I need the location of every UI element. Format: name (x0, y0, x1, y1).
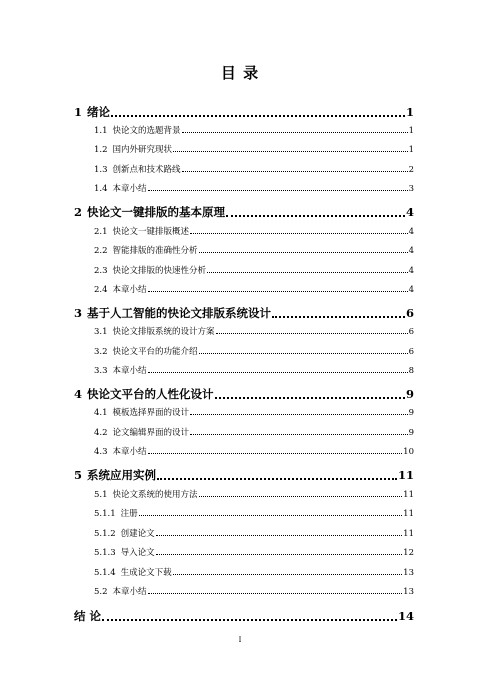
toc-entry-page: 11 (403, 509, 414, 519)
dot-leader (139, 515, 403, 516)
toc-entry-page: 6 (408, 347, 414, 357)
dot-leader (148, 372, 408, 373)
toc-entry-title: 快论文系统的使用方法 (112, 490, 198, 500)
toc-entry-number: 3.1 (94, 327, 108, 337)
toc-entry-title: 本章小结 (112, 366, 147, 376)
toc-entry-number: 5.1.2 (94, 529, 116, 539)
toc-entry[interactable] (94, 364, 414, 376)
toc-entry-number: 1.4 (94, 184, 108, 194)
toc-entry-title: 本章小结 (112, 184, 147, 194)
toc-entry-page: 6 (408, 327, 414, 337)
toc-entry-page: 11 (403, 529, 414, 539)
toc-entry[interactable] (74, 204, 414, 220)
toc-entry-number: 2.2 (94, 246, 108, 256)
toc-entry-page: 4 (408, 246, 414, 256)
toc-entry-title: 基于人工智能的快论文排版系统设计 (87, 306, 272, 320)
toc-entry[interactable] (94, 143, 414, 155)
toc-entry[interactable] (94, 264, 414, 276)
toc-entry-title: 本章小结 (112, 447, 147, 457)
toc-entry[interactable] (94, 507, 414, 519)
toc-entry[interactable] (74, 305, 414, 321)
toc-entry[interactable] (74, 386, 414, 402)
toc-entry-title: 绪论 (87, 105, 111, 119)
toc-entry-number: 1.3 (94, 165, 108, 175)
toc-entry-title: 结 论 (74, 609, 102, 623)
toc-entry[interactable] (74, 467, 414, 483)
toc-entry-number: 1.1 (94, 126, 108, 136)
toc-entry-title: 快论文一键排版概述 (112, 227, 190, 237)
toc-entry-number: 4.3 (94, 447, 108, 457)
dot-leader (190, 414, 408, 415)
toc-entry[interactable] (94, 345, 414, 357)
toc-entry-page: 12 (403, 548, 414, 558)
toc-entry-page: 1 (408, 145, 414, 155)
dot-leader (272, 316, 405, 318)
toc-entry[interactable] (94, 585, 414, 597)
toc-entry[interactable] (94, 445, 414, 457)
toc-entry[interactable] (94, 283, 414, 295)
toc-entry[interactable] (94, 163, 414, 175)
toc-entry-page: 6 (405, 306, 414, 320)
toc-entry-title: 本章小结 (112, 285, 147, 295)
toc-entry-page: 11 (397, 468, 414, 482)
toc-entry-page: 3 (408, 184, 414, 194)
toc-entry[interactable] (74, 608, 414, 624)
toc-entry[interactable] (94, 566, 414, 578)
toc-entry-title: 快论文平台的功能介绍 (112, 347, 198, 357)
toc-entry-page: 2 (408, 165, 414, 175)
dot-leader (226, 215, 405, 217)
toc-entry-page: 1 (408, 126, 414, 136)
toc-title: 目 录 (220, 64, 260, 82)
toc-entry-title: 创新点和技术路线 (112, 165, 181, 175)
toc-entry[interactable] (94, 488, 414, 500)
toc-entry-number: 2.4 (94, 285, 108, 295)
toc-entry-title: 快论文平台的人性化设计 (87, 387, 214, 401)
toc-entry-number: 2.3 (94, 266, 108, 276)
toc-entry-title: 系统应用实例 (87, 468, 157, 482)
toc-entry-number: 2 (74, 205, 83, 219)
toc-entry-number: 1.2 (94, 145, 108, 155)
toc-entry-page: 1 (405, 105, 414, 119)
page-number: I (238, 636, 242, 644)
dot-leader (111, 115, 405, 117)
toc-entry-title: 快论文排版系统的设计方案 (112, 327, 215, 337)
toc-entry-title: 快论文的选题背景 (112, 126, 181, 136)
toc-entry-page: 4 (408, 285, 414, 295)
toc-entry[interactable] (74, 104, 414, 120)
toc-entry[interactable] (94, 527, 414, 539)
toc-entry-title: 国内外研究现状 (112, 145, 173, 155)
toc-entry[interactable] (94, 546, 414, 558)
toc-entry-page: 9 (408, 408, 414, 418)
toc-entry-title: 快论文排版的快速性分析 (112, 266, 207, 276)
dot-leader (182, 171, 408, 172)
dot-leader (182, 132, 408, 133)
dot-leader (207, 272, 408, 273)
toc-entry-page: 9 (405, 387, 414, 401)
dot-leader (148, 453, 403, 454)
dot-leader (190, 233, 408, 234)
dot-leader (156, 535, 403, 536)
dot-leader (173, 574, 403, 575)
toc-entry-number: 4.2 (94, 428, 108, 438)
toc-entry-title: 模板选择界面的设计 (112, 408, 190, 418)
dot-leader (102, 619, 397, 621)
toc-entry-page: 13 (403, 587, 414, 597)
dot-leader (216, 333, 408, 334)
toc-entry-number: 5.2 (94, 587, 108, 597)
dot-leader (199, 353, 408, 354)
toc-entry-title: 导入论文 (120, 548, 155, 558)
toc-entry-title: 本章小结 (112, 587, 147, 597)
toc-entry-page: 11 (403, 490, 414, 500)
dot-leader (173, 151, 408, 152)
dot-leader (148, 593, 403, 594)
toc-entry-number: 4 (74, 387, 83, 401)
toc-entry-title: 论文编辑界面的设计 (112, 428, 190, 438)
dot-leader (148, 291, 408, 292)
toc-entry-page: 4 (408, 227, 414, 237)
dot-leader (190, 434, 408, 435)
toc-entry-number: 2.1 (94, 227, 108, 237)
toc-entry[interactable] (94, 244, 414, 256)
dot-leader (156, 554, 403, 555)
toc-entry-number: 5.1.1 (94, 509, 116, 519)
toc-entry-number: 5 (74, 468, 83, 482)
toc-entry-number: 1 (74, 105, 83, 119)
toc-entry-title: 注册 (120, 509, 138, 519)
toc-entry-number: 5.1.4 (94, 568, 116, 578)
toc-entry-number: 3.2 (94, 347, 108, 357)
toc-entry-number: 5.1 (94, 490, 108, 500)
toc-entry[interactable] (94, 426, 414, 438)
dot-leader (199, 496, 403, 497)
dot-leader (157, 478, 397, 480)
toc-entry-number: 3.3 (94, 366, 108, 376)
toc-entry-page: 8 (408, 366, 414, 376)
toc-entry-number: 3 (74, 306, 83, 320)
toc-entry[interactable] (94, 225, 414, 237)
dot-leader (199, 252, 408, 253)
toc-entry-number: 5.1.3 (94, 548, 116, 558)
toc-entry[interactable] (94, 406, 414, 418)
toc-entry[interactable] (94, 124, 414, 136)
toc-entry-page: 13 (403, 568, 414, 578)
toc-entry[interactable] (94, 325, 414, 337)
toc-entry-page: 10 (403, 447, 414, 457)
toc-entry-title: 创建论文 (120, 529, 155, 539)
dot-leader (148, 190, 408, 191)
toc-entry[interactable] (94, 182, 414, 194)
toc-entry-page: 4 (408, 266, 414, 276)
toc-entry-page: 9 (408, 428, 414, 438)
toc-entry-title: 生成论文下载 (120, 568, 172, 578)
toc-entry-number: 4.1 (94, 408, 108, 418)
toc-entry-page: 14 (397, 609, 414, 623)
toc-entry-page: 4 (405, 205, 414, 219)
dot-leader (215, 397, 405, 399)
toc-entry-title: 智能排版的准确性分析 (112, 246, 198, 256)
toc-entry-title: 快论文一键排版的基本原理 (87, 205, 226, 219)
